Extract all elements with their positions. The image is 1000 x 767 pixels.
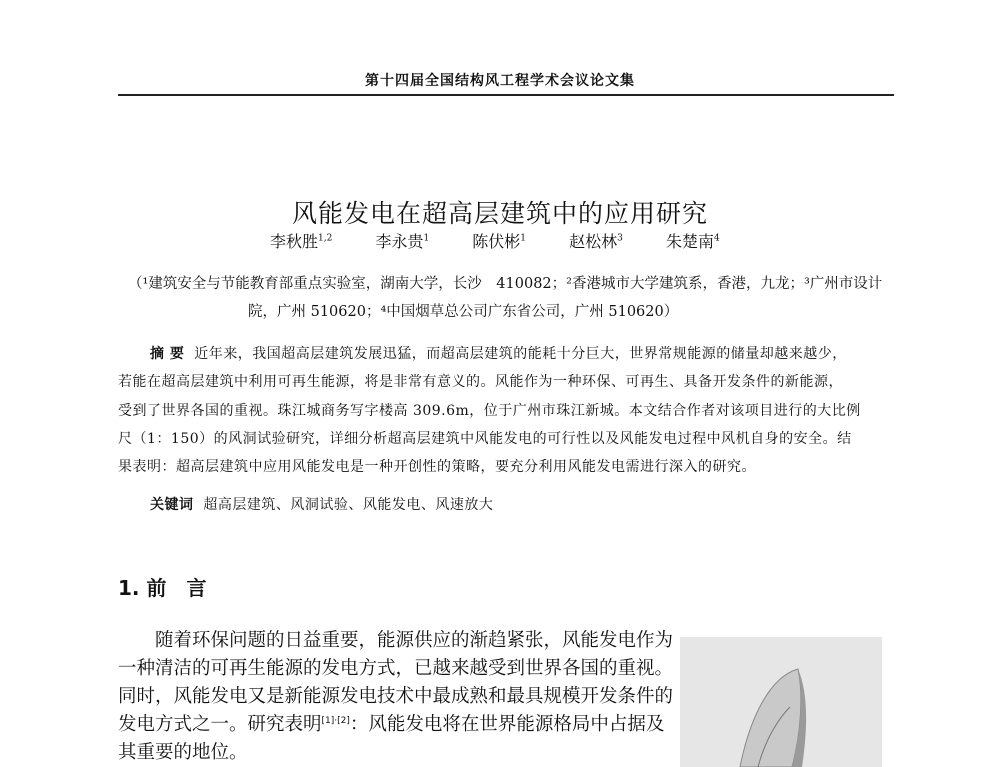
running-header: 第十四届全国结构风工程学术会议论文集 [365,73,635,89]
abstract-line: 若能在超高层建筑中利用可再生能源，将是非常有意义的。风能作为一种环保、可再生、具备开发条件的新能源， [118,374,843,390]
body-line: 一种清洁的可再生能源的发电方式，已越来越受到世界各国的重视。 [118,658,674,679]
author: 朱楚南$^4$ [665,232,720,251]
author: 李秋胜$^{1,2}$ [270,232,333,251]
author-list [270,229,758,252]
body-line: 随着环保问题的日益重要，能源供应的渐趋紧张，风能发电作为 [155,630,674,651]
body-line: 其重要的地位。 [118,742,248,763]
abstract-line: 摘 要 近年来，我国超高层建筑发展迅猛，而超高层建筑的能耗十分巨大，世界常规能源的储量却越来越少， [150,346,847,362]
author: 李永贵$^1$ [375,232,430,251]
paper-title: 风能发电在超高层建筑中的应用研究 [291,199,708,228]
affiliation-line: 院，广州 510620；⁴中国烟草总公司广东省公司，广州 510620） [248,304,679,320]
author: 陈伏彬$^1$ [472,232,527,251]
author: 赵松林$^3$ [569,232,623,251]
keywords: 关键词 超高层建筑、风洞试验、风能发电、风速放大 [150,497,494,513]
header-rule [118,94,894,96]
abstract-label: 摘 要 [150,346,185,362]
abstract-line: 果表明：超高层建筑中应用风能发电是一种开创性的策略，要充分利用风能发电需进行深入的研究。 [118,459,756,475]
keywords-label: 关键词 [150,497,194,513]
abstract-line: 受到了世界各国的重视。珠江城商务写字楼高 309.6m，位于广州市珠江新城。本文结合作者对该项目进行的大比例 [118,403,861,419]
body-line: 同时，风能发电又是新能源发电技术中最成熟和最具规模开发条件的 [118,686,674,707]
body-line: 发电方式之一。研究表明[1]·[2]：风能发电将在世界能源格局中占据及 [118,714,665,735]
citation: [1]·[2] [321,715,350,726]
building-photo [680,637,882,767]
section-heading: 1. 前 言 [118,576,207,600]
affiliation-line: （¹建筑安全与节能教育部重点实验室，湖南大学，长沙 410082；²香港城市大学建筑系，香港，九龙；³广州市设计 [128,276,883,292]
abstract-line: 尺（1：150）的风洞试验研究，详细分析超高层建筑中风能发电的可行性以及风能发电过程中风机自身的安全。结 [118,431,852,447]
